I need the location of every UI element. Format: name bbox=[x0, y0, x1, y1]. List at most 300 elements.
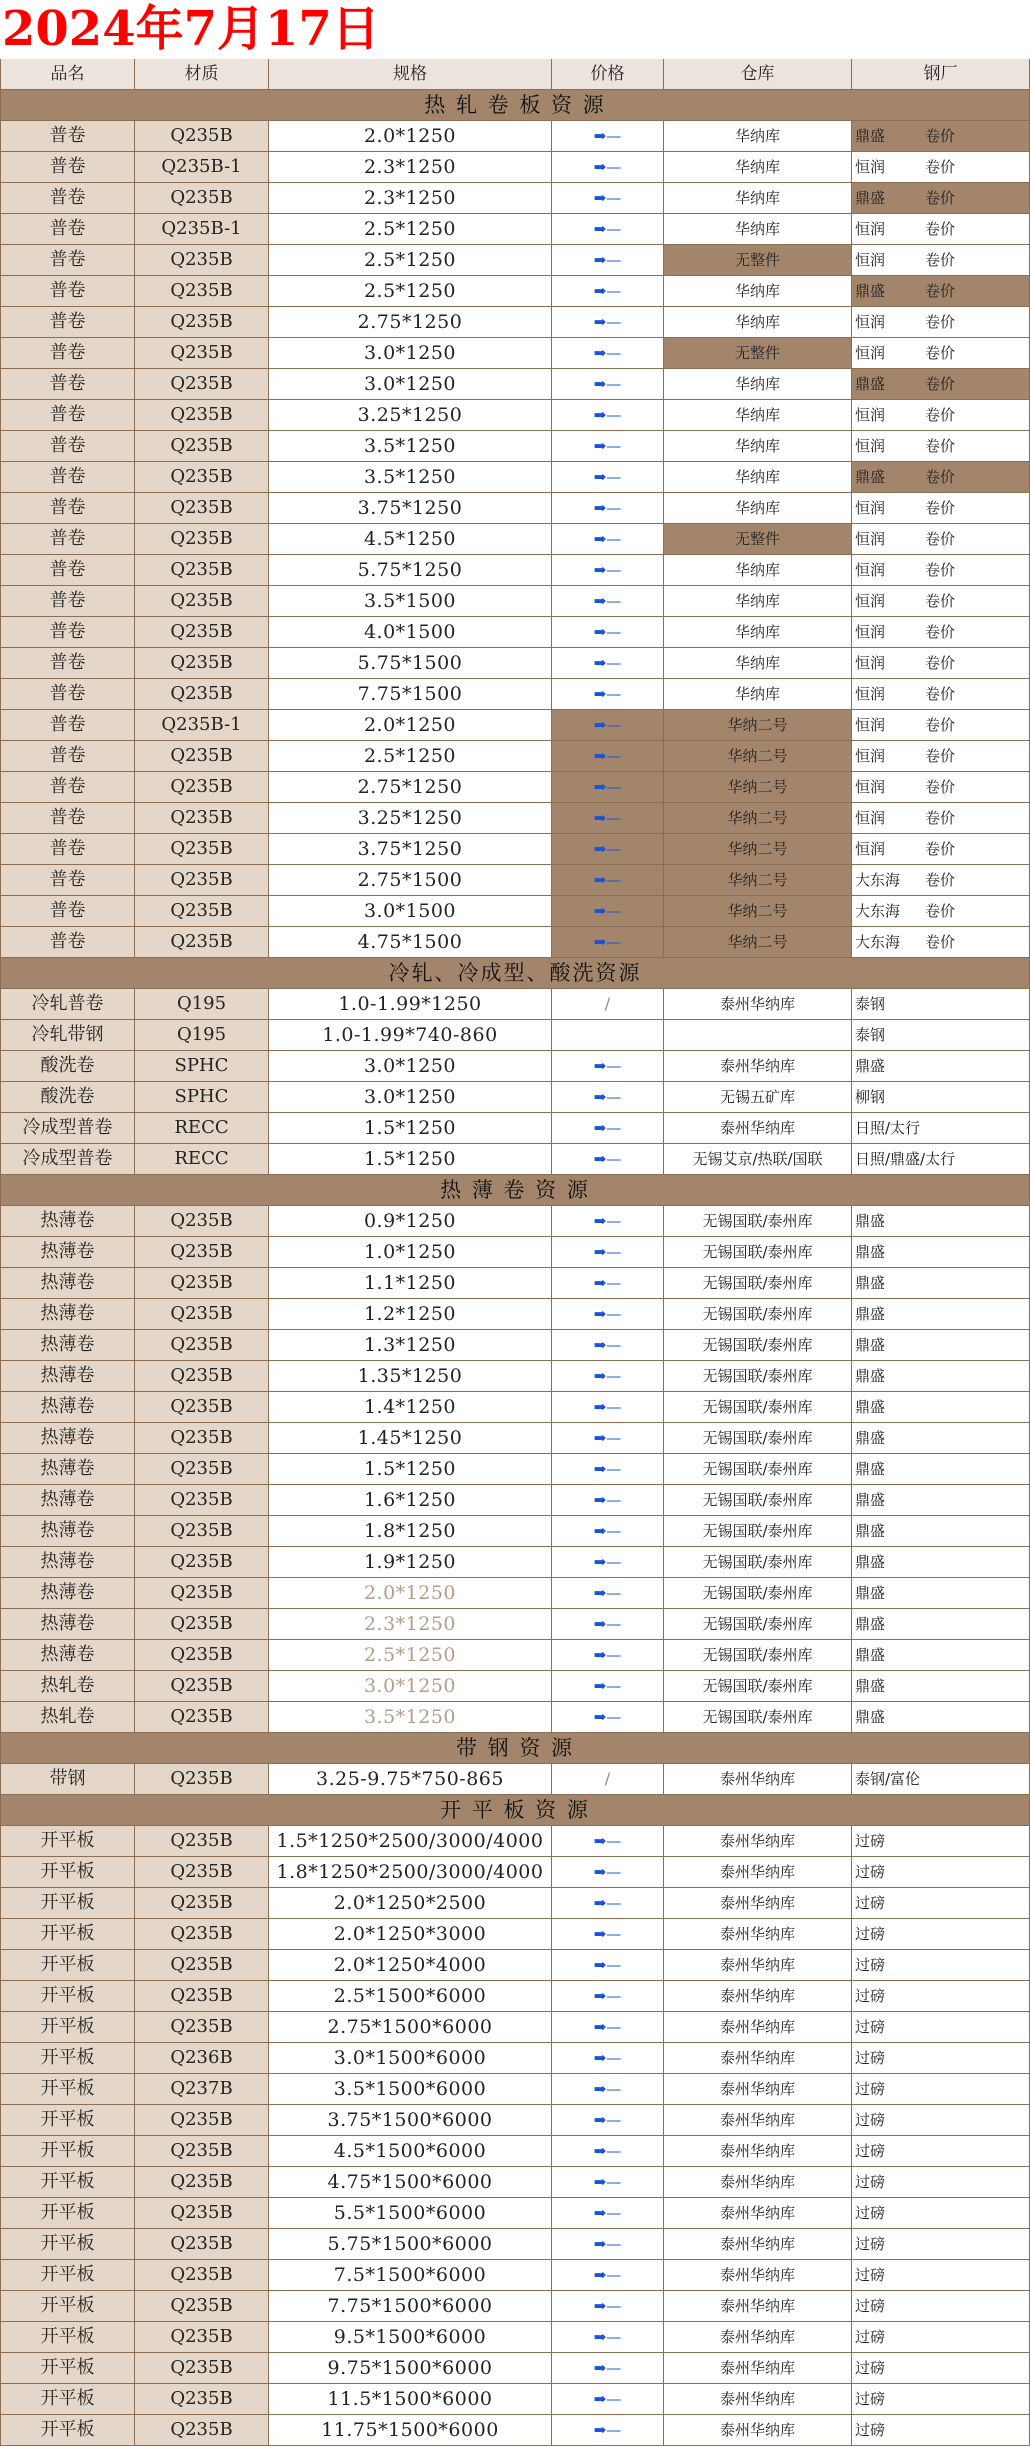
mill-name: 鼎盛 bbox=[855, 1677, 886, 1695]
mill-cell bbox=[852, 1051, 1030, 1081]
mill-name: 恒润 bbox=[855, 809, 886, 827]
section-title: 开 平 板 资 源 bbox=[0, 1795, 1030, 1826]
price-note: 卷价 bbox=[925, 313, 956, 331]
warehouse-cell: 华纳库 bbox=[664, 152, 852, 182]
mill-name: 过磅 bbox=[855, 2142, 886, 2160]
price-cell: ➡— bbox=[552, 2074, 664, 2104]
table-row bbox=[0, 1609, 1030, 1640]
grade-cell: Q235B bbox=[135, 431, 269, 461]
mill-cell bbox=[852, 1702, 1030, 1732]
grade-cell: Q235B bbox=[135, 1299, 269, 1329]
warehouse-cell: 华纳二号 bbox=[664, 710, 852, 740]
product-name-cell: 开平板 bbox=[0, 2415, 135, 2445]
grade-cell: Q235B bbox=[135, 1237, 269, 1267]
price-cell: ➡— bbox=[552, 1082, 664, 1112]
price-note: 卷价 bbox=[925, 747, 956, 765]
table-row bbox=[0, 400, 1030, 431]
mill-cell bbox=[852, 2415, 1030, 2445]
grade-cell: Q235B bbox=[135, 1485, 269, 1515]
price-cell: ➡— bbox=[552, 1950, 664, 1980]
mill-name: 过磅 bbox=[855, 2328, 886, 2346]
price-cell: ➡— bbox=[552, 1547, 664, 1577]
mill-name: 过磅 bbox=[855, 2421, 886, 2439]
mill-name: 恒润 bbox=[855, 654, 886, 672]
product-name-cell: 热薄卷 bbox=[0, 1516, 135, 1546]
spec-cell: 1.8*1250*2500/3000/4000 bbox=[269, 1857, 552, 1887]
spec-cell: 1.8*1250 bbox=[269, 1516, 552, 1546]
product-name-cell: 开平板 bbox=[0, 1981, 135, 2011]
grade-cell: Q235B bbox=[135, 555, 269, 585]
product-name-cell: 热轧卷 bbox=[0, 1702, 135, 1732]
mill-cell bbox=[852, 493, 1030, 523]
grade-cell: Q235B bbox=[135, 1609, 269, 1639]
price-cell: ➡— bbox=[552, 710, 664, 740]
price-cell: ➡— bbox=[552, 2198, 664, 2228]
table-row bbox=[0, 1485, 1030, 1516]
grade-cell: Q235B bbox=[135, 121, 269, 151]
mill-cell bbox=[852, 710, 1030, 740]
price-cell: ➡— bbox=[552, 1206, 664, 1236]
mill-name: 恒润 bbox=[855, 592, 886, 610]
grade-cell: Q235B bbox=[135, 2012, 269, 2042]
grade-cell: Q235B bbox=[135, 1206, 269, 1236]
product-name-cell: 热薄卷 bbox=[0, 1330, 135, 1360]
product-name-cell: 热薄卷 bbox=[0, 1392, 135, 1422]
price-cell: ➡— bbox=[552, 586, 664, 616]
product-name-cell: 开平板 bbox=[0, 2043, 135, 2073]
warehouse-cell: 泰州华纳库 bbox=[664, 1857, 852, 1887]
price-cell: ➡— bbox=[552, 1299, 664, 1329]
warehouse-cell: 无锡国联/泰州库 bbox=[664, 1268, 852, 1298]
product-name-cell: 普卷 bbox=[0, 586, 135, 616]
product-name-cell: 普卷 bbox=[0, 307, 135, 337]
spec-cell: 7.5*1500*6000 bbox=[269, 2260, 552, 2290]
product-name-cell: 开平板 bbox=[0, 2384, 135, 2414]
product-name-cell: 普卷 bbox=[0, 648, 135, 678]
product-name-cell: 普卷 bbox=[0, 524, 135, 554]
mill-name: 恒润 bbox=[855, 778, 886, 796]
grade-cell: Q235B-1 bbox=[135, 710, 269, 740]
spec-cell: 1.5*1250 bbox=[269, 1454, 552, 1484]
grade-cell: Q235B bbox=[135, 2229, 269, 2259]
price-note: 卷价 bbox=[925, 716, 956, 734]
mill-cell bbox=[852, 2136, 1030, 2166]
spec-cell: 2.5*1250 bbox=[269, 741, 552, 771]
mill-name: 过磅 bbox=[855, 2266, 886, 2284]
grade-cell: Q235B bbox=[135, 1392, 269, 1422]
grade-cell: Q235B bbox=[135, 462, 269, 492]
spec-cell: 3.0*1250 bbox=[269, 369, 552, 399]
price-cell: ➡— bbox=[552, 1640, 664, 1670]
mill-cell bbox=[852, 1640, 1030, 1670]
grade-cell: Q235B bbox=[135, 2105, 269, 2135]
spec-cell: 2.0*1250*4000 bbox=[269, 1950, 552, 1980]
mill-name: 鼎盛 bbox=[855, 468, 886, 486]
header-product: 品名 bbox=[0, 59, 135, 89]
product-name-cell: 普卷 bbox=[0, 400, 135, 430]
spec-cell: 1.4*1250 bbox=[269, 1392, 552, 1422]
grade-cell: Q235B bbox=[135, 1702, 269, 1732]
mill-name: 日照/鼎盛/太行 bbox=[855, 1150, 956, 1168]
price-note: 卷价 bbox=[925, 251, 956, 269]
spec-cell: 2.5*1500*6000 bbox=[269, 1981, 552, 2011]
table-row bbox=[0, 1547, 1030, 1578]
grade-cell: Q235B bbox=[135, 1981, 269, 2011]
mill-name: 恒润 bbox=[855, 530, 886, 548]
table-row bbox=[0, 2384, 1030, 2415]
grade-cell: Q235B bbox=[135, 2136, 269, 2166]
product-name-cell: 热薄卷 bbox=[0, 1299, 135, 1329]
warehouse-cell: 无锡国联/泰州库 bbox=[664, 1516, 852, 1546]
spec-cell: 3.0*1500*6000 bbox=[269, 2043, 552, 2073]
table-row bbox=[0, 1888, 1030, 1919]
product-name-cell: 冷成型普卷 bbox=[0, 1113, 135, 1143]
spec-cell: 2.0*1250*2500 bbox=[269, 1888, 552, 1918]
mill-cell bbox=[852, 524, 1030, 554]
price-cell: ➡— bbox=[552, 2260, 664, 2290]
table-row bbox=[0, 369, 1030, 400]
mill-cell bbox=[852, 1578, 1030, 1608]
mill-cell bbox=[852, 2384, 1030, 2414]
product-name-cell: 开平板 bbox=[0, 1919, 135, 1949]
grade-cell: Q235B bbox=[135, 1516, 269, 1546]
price-cell: ➡— bbox=[552, 1609, 664, 1639]
price-cell: ➡— bbox=[552, 431, 664, 461]
spec-cell: 4.75*1500 bbox=[269, 927, 552, 957]
grade-cell: Q235B bbox=[135, 1361, 269, 1391]
warehouse-cell: 泰州华纳库 bbox=[664, 1888, 852, 1918]
grade-cell: Q235B bbox=[135, 2260, 269, 2290]
mill-name: 过磅 bbox=[855, 2359, 886, 2377]
price-cell: ➡— bbox=[552, 1485, 664, 1515]
spec-cell: 11.75*1500*6000 bbox=[269, 2415, 552, 2445]
product-name-cell: 开平板 bbox=[0, 2074, 135, 2104]
price-cell: / bbox=[552, 989, 664, 1019]
spec-cell: 3.75*1250 bbox=[269, 493, 552, 523]
mill-name: 恒润 bbox=[855, 840, 886, 858]
product-name-cell: 开平板 bbox=[0, 1950, 135, 1980]
mill-name: 鼎盛 bbox=[855, 1367, 886, 1385]
product-name-cell: 开平板 bbox=[0, 2322, 135, 2352]
warehouse-cell: 华纳库 bbox=[664, 369, 852, 399]
price-cell: ➡— bbox=[552, 834, 664, 864]
mill-name: 过磅 bbox=[855, 1956, 886, 1974]
grade-cell: Q235B bbox=[135, 1671, 269, 1701]
price-cell: ➡— bbox=[552, 1392, 664, 1422]
mill-cell bbox=[852, 400, 1030, 430]
table-row bbox=[0, 121, 1030, 152]
product-name-cell: 普卷 bbox=[0, 245, 135, 275]
section-title: 冷轧、冷成型、酸洗资源 bbox=[0, 958, 1030, 989]
price-cell: ➡— bbox=[552, 307, 664, 337]
warehouse-cell: 泰州华纳库 bbox=[664, 2167, 852, 2197]
mill-name: 过磅 bbox=[855, 2049, 886, 2067]
mill-name: 恒润 bbox=[855, 561, 886, 579]
mill-cell bbox=[852, 1237, 1030, 1267]
mill-name: 鼎盛 bbox=[855, 1336, 886, 1354]
table-row bbox=[0, 2074, 1030, 2105]
price-note: 卷价 bbox=[925, 220, 956, 238]
product-name-cell: 开平板 bbox=[0, 2012, 135, 2042]
spec-cell: 9.5*1500*6000 bbox=[269, 2322, 552, 2352]
grade-cell: Q235B bbox=[135, 2322, 269, 2352]
mill-name: 恒润 bbox=[855, 747, 886, 765]
price-note: 卷价 bbox=[925, 871, 956, 889]
product-name-cell: 热薄卷 bbox=[0, 1578, 135, 1608]
mill-cell bbox=[852, 648, 1030, 678]
table-row bbox=[0, 1826, 1030, 1857]
warehouse-cell: 华纳库 bbox=[664, 214, 852, 244]
table-row bbox=[0, 772, 1030, 803]
price-cell: ➡— bbox=[552, 803, 664, 833]
spec-cell: 2.3*1250 bbox=[269, 152, 552, 182]
price-cell: ➡— bbox=[552, 741, 664, 771]
spec-cell: 1.1*1250 bbox=[269, 1268, 552, 1298]
warehouse-cell: 华纳二号 bbox=[664, 741, 852, 771]
table-row bbox=[0, 1237, 1030, 1268]
warehouse-cell: 无锡国联/泰州库 bbox=[664, 1299, 852, 1329]
product-name-cell: 热薄卷 bbox=[0, 1609, 135, 1639]
warehouse-cell: 华纳二号 bbox=[664, 803, 852, 833]
spec-cell: 5.5*1500*6000 bbox=[269, 2198, 552, 2228]
price-cell: ➡— bbox=[552, 1578, 664, 1608]
warehouse-cell: 泰州华纳库 bbox=[664, 2229, 852, 2259]
price-cell: ➡— bbox=[552, 1237, 664, 1267]
price-note: 卷价 bbox=[925, 375, 956, 393]
table-row bbox=[0, 431, 1030, 462]
mill-cell bbox=[852, 2198, 1030, 2228]
price-cell: ➡— bbox=[552, 1454, 664, 1484]
product-name-cell: 热薄卷 bbox=[0, 1361, 135, 1391]
product-name-cell: 普卷 bbox=[0, 152, 135, 182]
warehouse-cell: 泰州华纳库 bbox=[664, 2198, 852, 2228]
spec-cell: 3.75*1250 bbox=[269, 834, 552, 864]
spec-cell: 2.5*1250 bbox=[269, 276, 552, 306]
mill-cell bbox=[852, 1423, 1030, 1453]
table-row bbox=[0, 1206, 1030, 1237]
price-cell: ➡— bbox=[552, 2229, 664, 2259]
page-title: 2024年7月17日 bbox=[2, 1, 380, 57]
mill-name: 恒润 bbox=[855, 437, 886, 455]
spec-cell: 2.5*1250 bbox=[269, 245, 552, 275]
spec-cell: 5.75*1500 bbox=[269, 648, 552, 678]
mill-cell bbox=[852, 1857, 1030, 1887]
spec-cell: 2.0*1250 bbox=[269, 121, 552, 151]
product-name-cell: 热轧卷 bbox=[0, 1671, 135, 1701]
warehouse-cell: 华纳二号 bbox=[664, 927, 852, 957]
spec-cell: 2.5*1250 bbox=[269, 214, 552, 244]
header-price: 价格 bbox=[552, 59, 664, 89]
spec-cell: 3.5*1250 bbox=[269, 431, 552, 461]
product-name-cell: 热薄卷 bbox=[0, 1640, 135, 1670]
warehouse-cell: 无锡国联/泰州库 bbox=[664, 1702, 852, 1732]
price-cell: / bbox=[552, 1764, 664, 1794]
mill-name: 鼎盛 bbox=[855, 1553, 886, 1571]
warehouse-cell: 无锡国联/泰州库 bbox=[664, 1330, 852, 1360]
grade-cell: Q235B bbox=[135, 865, 269, 895]
spec-cell: 3.0*1250 bbox=[269, 1671, 552, 1701]
warehouse-cell: 无锡国联/泰州库 bbox=[664, 1578, 852, 1608]
price-cell: ➡— bbox=[552, 1888, 664, 1918]
product-name-cell: 普卷 bbox=[0, 555, 135, 585]
price-cell: ➡— bbox=[552, 927, 664, 957]
warehouse-cell: 无锡国联/泰州库 bbox=[664, 1547, 852, 1577]
price-cell: ➡— bbox=[552, 1330, 664, 1360]
warehouse-cell: 华纳库 bbox=[664, 493, 852, 523]
price-cell: ➡— bbox=[552, 865, 664, 895]
mill-cell bbox=[852, 896, 1030, 926]
product-name-cell: 普卷 bbox=[0, 617, 135, 647]
table-row bbox=[0, 276, 1030, 307]
price-cell: ➡— bbox=[552, 2105, 664, 2135]
product-name-cell: 普卷 bbox=[0, 183, 135, 213]
table-row bbox=[0, 1640, 1030, 1671]
spec-cell: 3.5*1500 bbox=[269, 586, 552, 616]
grade-cell: Q235B bbox=[135, 2167, 269, 2197]
mill-name: 鼎盛 bbox=[855, 189, 886, 207]
table-row bbox=[0, 1702, 1030, 1733]
spec-cell: 3.75*1500*6000 bbox=[269, 2105, 552, 2135]
mill-cell bbox=[852, 1981, 1030, 2011]
product-name-cell: 开平板 bbox=[0, 2167, 135, 2197]
table-row bbox=[0, 2322, 1030, 2353]
price-note: 卷价 bbox=[925, 189, 956, 207]
table-row bbox=[0, 927, 1030, 958]
price-cell: ➡— bbox=[552, 617, 664, 647]
mill-name: 过磅 bbox=[855, 2204, 886, 2222]
table-row bbox=[0, 307, 1030, 338]
price-note: 卷价 bbox=[925, 530, 956, 548]
price-cell: ➡— bbox=[552, 276, 664, 306]
spec-cell: 7.75*1500*6000 bbox=[269, 2291, 552, 2321]
grade-cell: Q195 bbox=[135, 1020, 269, 1050]
spec-cell: 4.5*1500*6000 bbox=[269, 2136, 552, 2166]
price-cell: ➡— bbox=[552, 400, 664, 430]
price-note: 卷价 bbox=[925, 127, 956, 145]
price-cell: ➡— bbox=[552, 1826, 664, 1856]
price-cell: ➡— bbox=[552, 1516, 664, 1546]
price-note: 卷价 bbox=[925, 468, 956, 486]
grade-cell: Q235B bbox=[135, 2291, 269, 2321]
table-row bbox=[0, 493, 1030, 524]
price-note: 卷价 bbox=[925, 654, 956, 672]
mill-cell bbox=[852, 307, 1030, 337]
mill-name: 泰钢/富伦 bbox=[855, 1770, 921, 1788]
grade-cell: Q235B bbox=[135, 493, 269, 523]
price-note: 卷价 bbox=[925, 406, 956, 424]
product-name-cell: 普卷 bbox=[0, 927, 135, 957]
mill-name: 恒润 bbox=[855, 685, 886, 703]
table-row bbox=[0, 1392, 1030, 1423]
mill-name: 鼎盛 bbox=[855, 1398, 886, 1416]
grade-cell: Q235B bbox=[135, 2353, 269, 2383]
spec-cell: 4.5*1250 bbox=[269, 524, 552, 554]
table-row bbox=[0, 555, 1030, 586]
spec-cell: 3.0*1250 bbox=[269, 1082, 552, 1112]
grade-cell: Q235B bbox=[135, 1764, 269, 1794]
mill-name: 大东海 bbox=[855, 933, 901, 951]
spec-cell: 1.5*1250 bbox=[269, 1144, 552, 1174]
warehouse-cell: 华纳库 bbox=[664, 555, 852, 585]
warehouse-cell: 泰州华纳库 bbox=[664, 2322, 852, 2352]
mill-name: 恒润 bbox=[855, 623, 886, 641]
product-name-cell: 普卷 bbox=[0, 431, 135, 461]
price-cell: ➡— bbox=[552, 1857, 664, 1887]
spec-cell: 1.9*1250 bbox=[269, 1547, 552, 1577]
spec-cell: 0.9*1250 bbox=[269, 1206, 552, 1236]
price-cell: ➡— bbox=[552, 338, 664, 368]
table-row bbox=[0, 338, 1030, 369]
header-spec: 规格 bbox=[269, 59, 552, 89]
table-row bbox=[0, 710, 1030, 741]
product-name-cell: 热薄卷 bbox=[0, 1454, 135, 1484]
table-row bbox=[0, 1981, 1030, 2012]
spec-cell: 1.3*1250 bbox=[269, 1330, 552, 1360]
mill-name: 过磅 bbox=[855, 1925, 886, 1943]
mill-cell bbox=[852, 1020, 1030, 1050]
warehouse-cell: 泰州华纳库 bbox=[664, 2291, 852, 2321]
price-cell: ➡— bbox=[552, 369, 664, 399]
price-cell: ➡— bbox=[552, 896, 664, 926]
table-row bbox=[0, 741, 1030, 772]
grade-cell: Q235B bbox=[135, 1950, 269, 1980]
mill-cell bbox=[852, 2012, 1030, 2042]
table-row bbox=[0, 2415, 1030, 2446]
mill-cell bbox=[852, 2260, 1030, 2290]
price-cell: ➡— bbox=[552, 1144, 664, 1174]
spec-cell: 3.0*1500 bbox=[269, 896, 552, 926]
grade-cell: Q235B bbox=[135, 1547, 269, 1577]
table-row bbox=[0, 834, 1030, 865]
warehouse-cell: 无锡国联/泰州库 bbox=[664, 1609, 852, 1639]
price-cell: ➡— bbox=[552, 555, 664, 585]
grade-cell: Q235B bbox=[135, 524, 269, 554]
spec-cell: 2.75*1250 bbox=[269, 772, 552, 802]
table-row bbox=[0, 214, 1030, 245]
header-warehouse: 仓库 bbox=[664, 59, 852, 89]
warehouse-cell: 泰州华纳库 bbox=[664, 1950, 852, 1980]
grade-cell: SPHC bbox=[135, 1051, 269, 1081]
table-row bbox=[0, 1578, 1030, 1609]
mill-cell bbox=[852, 1113, 1030, 1143]
price-cell: ➡— bbox=[552, 1919, 664, 1949]
table-row bbox=[0, 679, 1030, 710]
table-body bbox=[0, 90, 1030, 2446]
table-row bbox=[0, 2012, 1030, 2043]
mill-cell bbox=[852, 989, 1030, 1019]
warehouse-cell: 华纳二号 bbox=[664, 896, 852, 926]
price-cell bbox=[552, 1020, 664, 1050]
mill-name: 过磅 bbox=[855, 1832, 886, 1850]
mill-name: 鼎盛 bbox=[855, 1491, 886, 1509]
table-row bbox=[0, 1361, 1030, 1392]
mill-name: 恒润 bbox=[855, 313, 886, 331]
mill-name: 鼎盛 bbox=[855, 1429, 886, 1447]
mill-name: 过磅 bbox=[855, 2018, 886, 2036]
warehouse-cell: 华纳库 bbox=[664, 648, 852, 678]
warehouse-cell: 泰州华纳库 bbox=[664, 2384, 852, 2414]
price-cell: ➡— bbox=[552, 1702, 664, 1732]
warehouse-cell: 泰州华纳库 bbox=[664, 2353, 852, 2383]
mill-name: 过磅 bbox=[855, 1987, 886, 2005]
mill-name: 恒润 bbox=[855, 251, 886, 269]
table-row bbox=[0, 1144, 1030, 1175]
mill-cell bbox=[852, 2353, 1030, 2383]
price-cell: ➡— bbox=[552, 1268, 664, 1298]
price-cell: ➡— bbox=[552, 152, 664, 182]
table-row bbox=[0, 1857, 1030, 1888]
mill-cell bbox=[852, 834, 1030, 864]
